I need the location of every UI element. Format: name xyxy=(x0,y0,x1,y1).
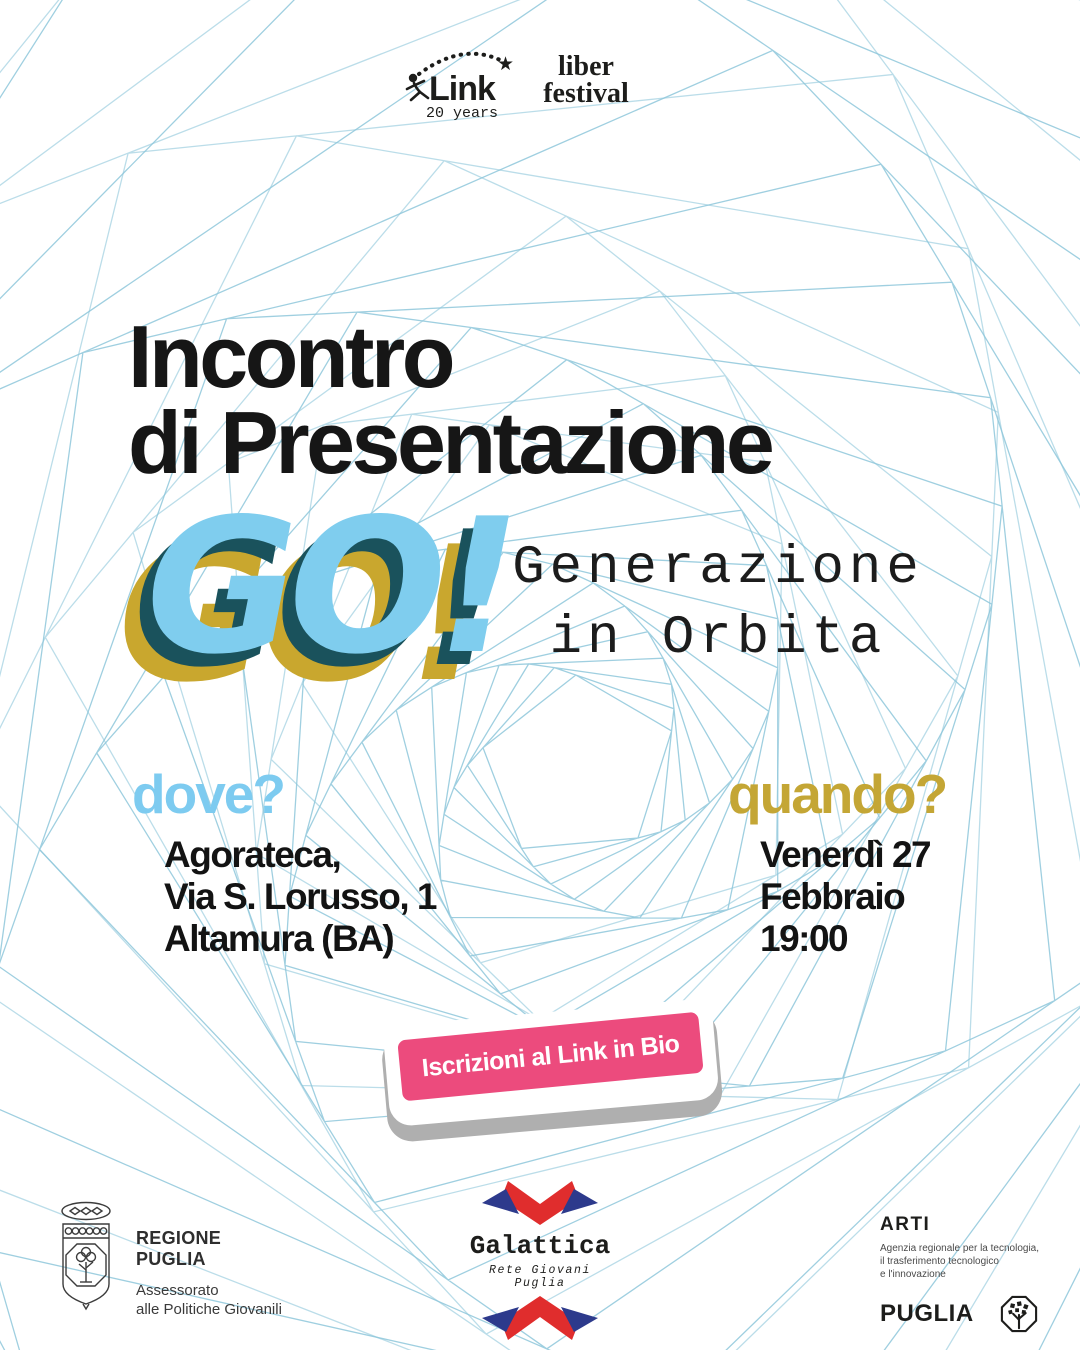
subtitle-line1: Generazione xyxy=(512,538,924,599)
liber-festival-logo xyxy=(534,51,638,109)
arti-name: ARTI xyxy=(880,1214,931,1235)
page-title xyxy=(128,307,772,493)
star-icon: ★ xyxy=(497,54,515,75)
when-line3: 19:00 xyxy=(760,918,848,960)
running-figure-icon xyxy=(407,74,428,100)
arti-logo xyxy=(880,1214,1056,1333)
regione-sub-line2: alle Politiche Giovanili xyxy=(136,1300,282,1318)
regione-name-line2: PUGLIA xyxy=(136,1248,206,1269)
when-section xyxy=(728,762,946,961)
where-section xyxy=(132,762,436,961)
where-line3: Altamura (BA) xyxy=(164,918,394,960)
where-address xyxy=(164,834,436,961)
where-label: dove? xyxy=(132,763,284,825)
when-line1: Venerdì 27 xyxy=(760,834,931,875)
galattica-name: Galattica xyxy=(469,1231,611,1261)
when-label: quando? xyxy=(728,763,947,825)
galattica-logo xyxy=(460,1180,620,1341)
regione-sub-line1: Assessorato xyxy=(136,1282,219,1300)
title-line2: di Presentazione xyxy=(128,393,772,493)
arti-desc-line2: il trasferimento tecnologico xyxy=(880,1256,999,1267)
title-line1: Incontro xyxy=(128,307,452,406)
go-subtitle xyxy=(490,534,946,674)
liber-logo-line1: liber xyxy=(558,51,614,82)
puglia-brand-icon xyxy=(1000,1295,1038,1333)
regione-puglia-emblem-icon xyxy=(56,1198,116,1316)
registration-link-button[interactable]: Iscrizioni al Link in Bio xyxy=(397,1012,704,1102)
liber-logo-line2: festival xyxy=(543,77,629,109)
galattica-tagline: Rete Giovani Puglia xyxy=(488,1264,591,1290)
galattica-star-top-icon xyxy=(481,1180,599,1226)
when-line2: Febbraio xyxy=(760,876,905,918)
regione-name-line1: REGIONE xyxy=(136,1228,222,1248)
galattica-star-bottom-icon xyxy=(481,1295,599,1341)
arti-desc-line3: e l'innovazione xyxy=(880,1269,946,1280)
regione-puglia-text xyxy=(136,1228,282,1319)
where-line1: Agorateca, xyxy=(164,834,341,875)
subtitle-line2: in Orbita xyxy=(549,608,887,670)
link-logo-years: 20 years xyxy=(426,105,499,122)
puglia-wordmark: PUGLIA xyxy=(880,1300,974,1327)
arti-desc-line1: Agenzia regionale per la tecnologia, xyxy=(880,1243,1039,1254)
where-line2: Via S. Lorusso, 1 xyxy=(164,876,436,918)
when-datetime xyxy=(760,834,946,961)
arti-description xyxy=(880,1242,1056,1281)
regione-puglia-logo xyxy=(56,1198,282,1319)
go-logo: GO! xyxy=(146,478,512,695)
link-logo-name: Link xyxy=(429,70,495,108)
link-logo xyxy=(403,48,527,124)
